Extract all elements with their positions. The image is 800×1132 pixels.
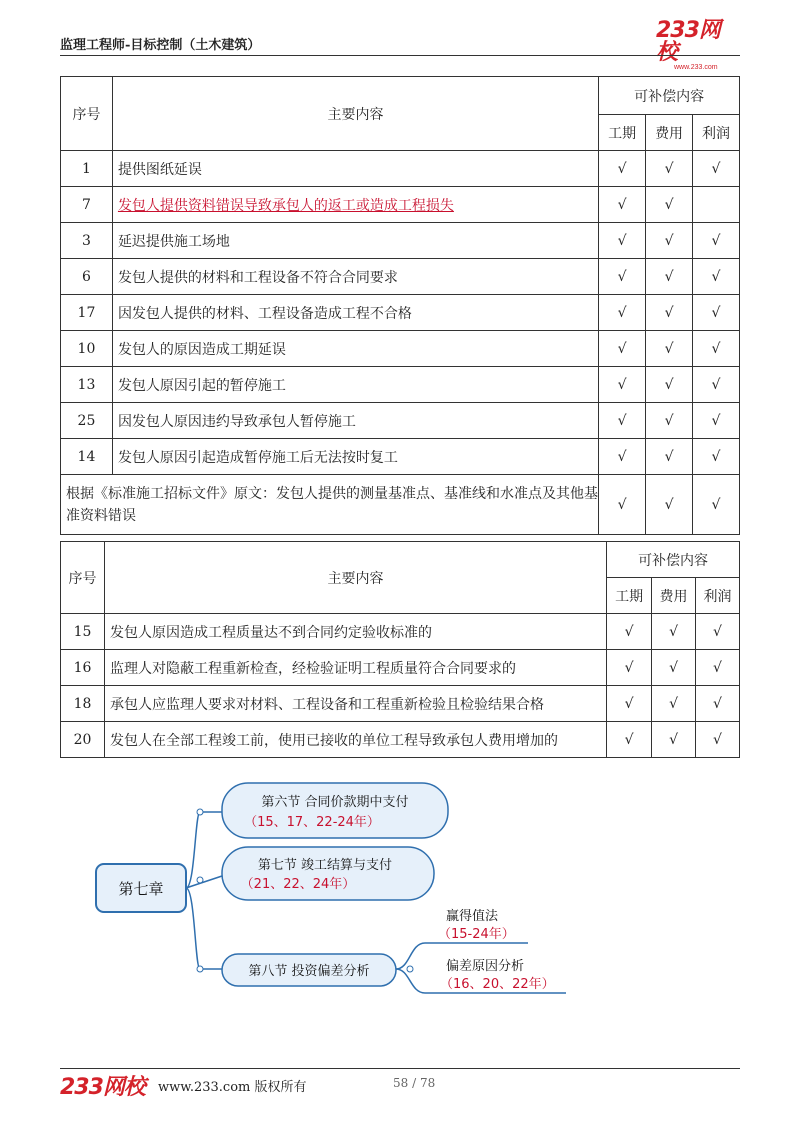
row-content: 发包人原因引起造成暂停施工后无法按时复工	[112, 439, 598, 475]
page-number: 58 / 78	[393, 1076, 436, 1090]
check-time: √	[607, 614, 652, 650]
check-cost: √	[646, 331, 693, 367]
footer-divider	[60, 1068, 740, 1069]
logo-url: www.233.com	[674, 64, 718, 71]
check-cost: √	[646, 295, 693, 331]
header-main-content: 主要内容	[112, 77, 598, 151]
check-cost: √	[652, 686, 696, 722]
row-number: 15	[61, 614, 105, 650]
check-profit: √	[693, 367, 740, 403]
check-profit: √	[693, 439, 740, 475]
connector-dot	[407, 966, 413, 972]
check-cost: √	[646, 403, 693, 439]
check-profit: √	[693, 331, 740, 367]
row-number: 13	[61, 367, 113, 403]
row-content: 发包人原因引起的暂停施工	[112, 367, 598, 403]
row-number: 10	[61, 331, 113, 367]
connector-dot	[197, 809, 203, 815]
check-time: √	[599, 367, 646, 403]
check-time: √	[599, 475, 646, 535]
row-number: 20	[61, 722, 105, 758]
row-number: 18	[61, 686, 105, 722]
footer-copyright: www.233.com 版权所有	[158, 1080, 307, 1095]
check-time: √	[599, 295, 646, 331]
check-profit: √	[693, 223, 740, 259]
check-cost: √	[652, 614, 696, 650]
section-7-title: 第七节 竣工结算与支付	[257, 858, 393, 873]
section-7-years: （21、22、24年）	[240, 877, 356, 892]
check-cost: √	[646, 259, 693, 295]
row-content: 发包人在全部工程竣工前，使用已接收的单位工程导致承包人费用增加的	[104, 722, 606, 758]
row-number: 16	[61, 650, 105, 686]
row-number: 6	[61, 259, 113, 295]
check-profit: √	[696, 686, 740, 722]
row-content: 承包人应监理人要求对材料、工程设备和工程重新检验且检验结果合格	[104, 686, 606, 722]
check-time: √	[599, 187, 646, 223]
row-number: 14	[61, 439, 113, 475]
check-profit: √	[696, 650, 740, 686]
leaf-deviation-cause-title: 偏差原因分析	[446, 959, 525, 974]
check-time: √	[607, 686, 652, 722]
check-profit: √	[693, 259, 740, 295]
row-number: 25	[61, 403, 113, 439]
row-number: 1	[61, 151, 113, 187]
section-7-node	[222, 847, 434, 900]
check-profit: √	[693, 475, 740, 535]
header-compensable: 可补偿内容	[599, 77, 740, 115]
connector-root-s6	[186, 812, 222, 888]
row-content: 提供图纸延误	[112, 151, 598, 187]
check-cost: √	[652, 650, 696, 686]
section-6-title: 第六节 合同价款期中支付	[261, 795, 409, 810]
row-number: 3	[61, 223, 113, 259]
row-content: 发包人的原因造成工期延误	[112, 331, 598, 367]
header-cost: 费用	[646, 115, 693, 151]
check-time: √	[599, 259, 646, 295]
check-cost: √	[646, 151, 693, 187]
check-profit: √	[696, 722, 740, 758]
row-content: 监理人对隐蔽工程重新检查，经检验证明工程质量符合合同要求的	[104, 650, 606, 686]
section-8-title: 第八节 投资偏差分析	[248, 964, 370, 979]
logo-text: 233网校	[656, 18, 720, 65]
check-cost: √	[646, 439, 693, 475]
check-time: √	[599, 331, 646, 367]
row-content: 发包人提供的材料和工程设备不符合合同要求	[112, 259, 598, 295]
check-cost: √	[646, 223, 693, 259]
header-time: 工期	[599, 115, 646, 151]
leaf-earned-value-years: （15-24年）	[438, 927, 515, 942]
row-content: 因发包人原因违约导致承包人暂停施工	[112, 403, 598, 439]
header-profit: 利润	[693, 115, 740, 151]
check-cost: √	[646, 367, 693, 403]
check-time: √	[599, 151, 646, 187]
header-main-content: 主要内容	[104, 542, 606, 614]
check-cost: √	[646, 475, 693, 535]
leaf-deviation-cause-years: （16、20、22年）	[440, 977, 555, 992]
check-time: √	[599, 403, 646, 439]
check-time: √	[607, 722, 652, 758]
row-content: 发包人原因造成工程质量达不到合同约定验收标准的	[104, 614, 606, 650]
header-cost: 费用	[652, 578, 696, 614]
row-content-reference: 根据《标准施工招标文件》原文：发包人提供的测量基准点、基准线和水准点及其他基准资料错误	[61, 475, 599, 535]
section-6-years: （15、17、22-24年）	[244, 815, 380, 830]
leaf-earned-value-title: 赢得值法	[446, 909, 499, 924]
check-cost: √	[646, 187, 693, 223]
row-number: 7	[61, 187, 113, 223]
connector-dot	[197, 966, 203, 972]
document-header-title: 监理工程师-目标控制（土木建筑）	[60, 38, 261, 53]
check-time: √	[599, 439, 646, 475]
check-profit: √	[693, 403, 740, 439]
connector-dot	[197, 877, 203, 883]
footer-logo: 233网校	[60, 1075, 145, 1100]
row-number: 17	[61, 295, 113, 331]
row-content: 延迟提供施工场地	[112, 223, 598, 259]
header-profit: 利润	[696, 578, 740, 614]
header-seq: 序号	[61, 77, 113, 151]
header-time: 工期	[607, 578, 652, 614]
root-label: 第七章	[118, 880, 164, 898]
check-cost: √	[652, 722, 696, 758]
row-content: 因发包人提供的材料、工程设备造成工程不合格	[112, 295, 598, 331]
check-profit: √	[696, 614, 740, 650]
header-compensable: 可补偿内容	[607, 542, 740, 578]
check-time: √	[607, 650, 652, 686]
check-profit: √	[693, 295, 740, 331]
row-content-highlighted: 发包人提供资料错误导致承包人的返工或造成工程损失	[117, 197, 454, 214]
connector-root-s8	[186, 888, 222, 969]
check-profit: √	[693, 151, 740, 187]
check-time: √	[599, 223, 646, 259]
header-seq: 序号	[61, 542, 105, 614]
